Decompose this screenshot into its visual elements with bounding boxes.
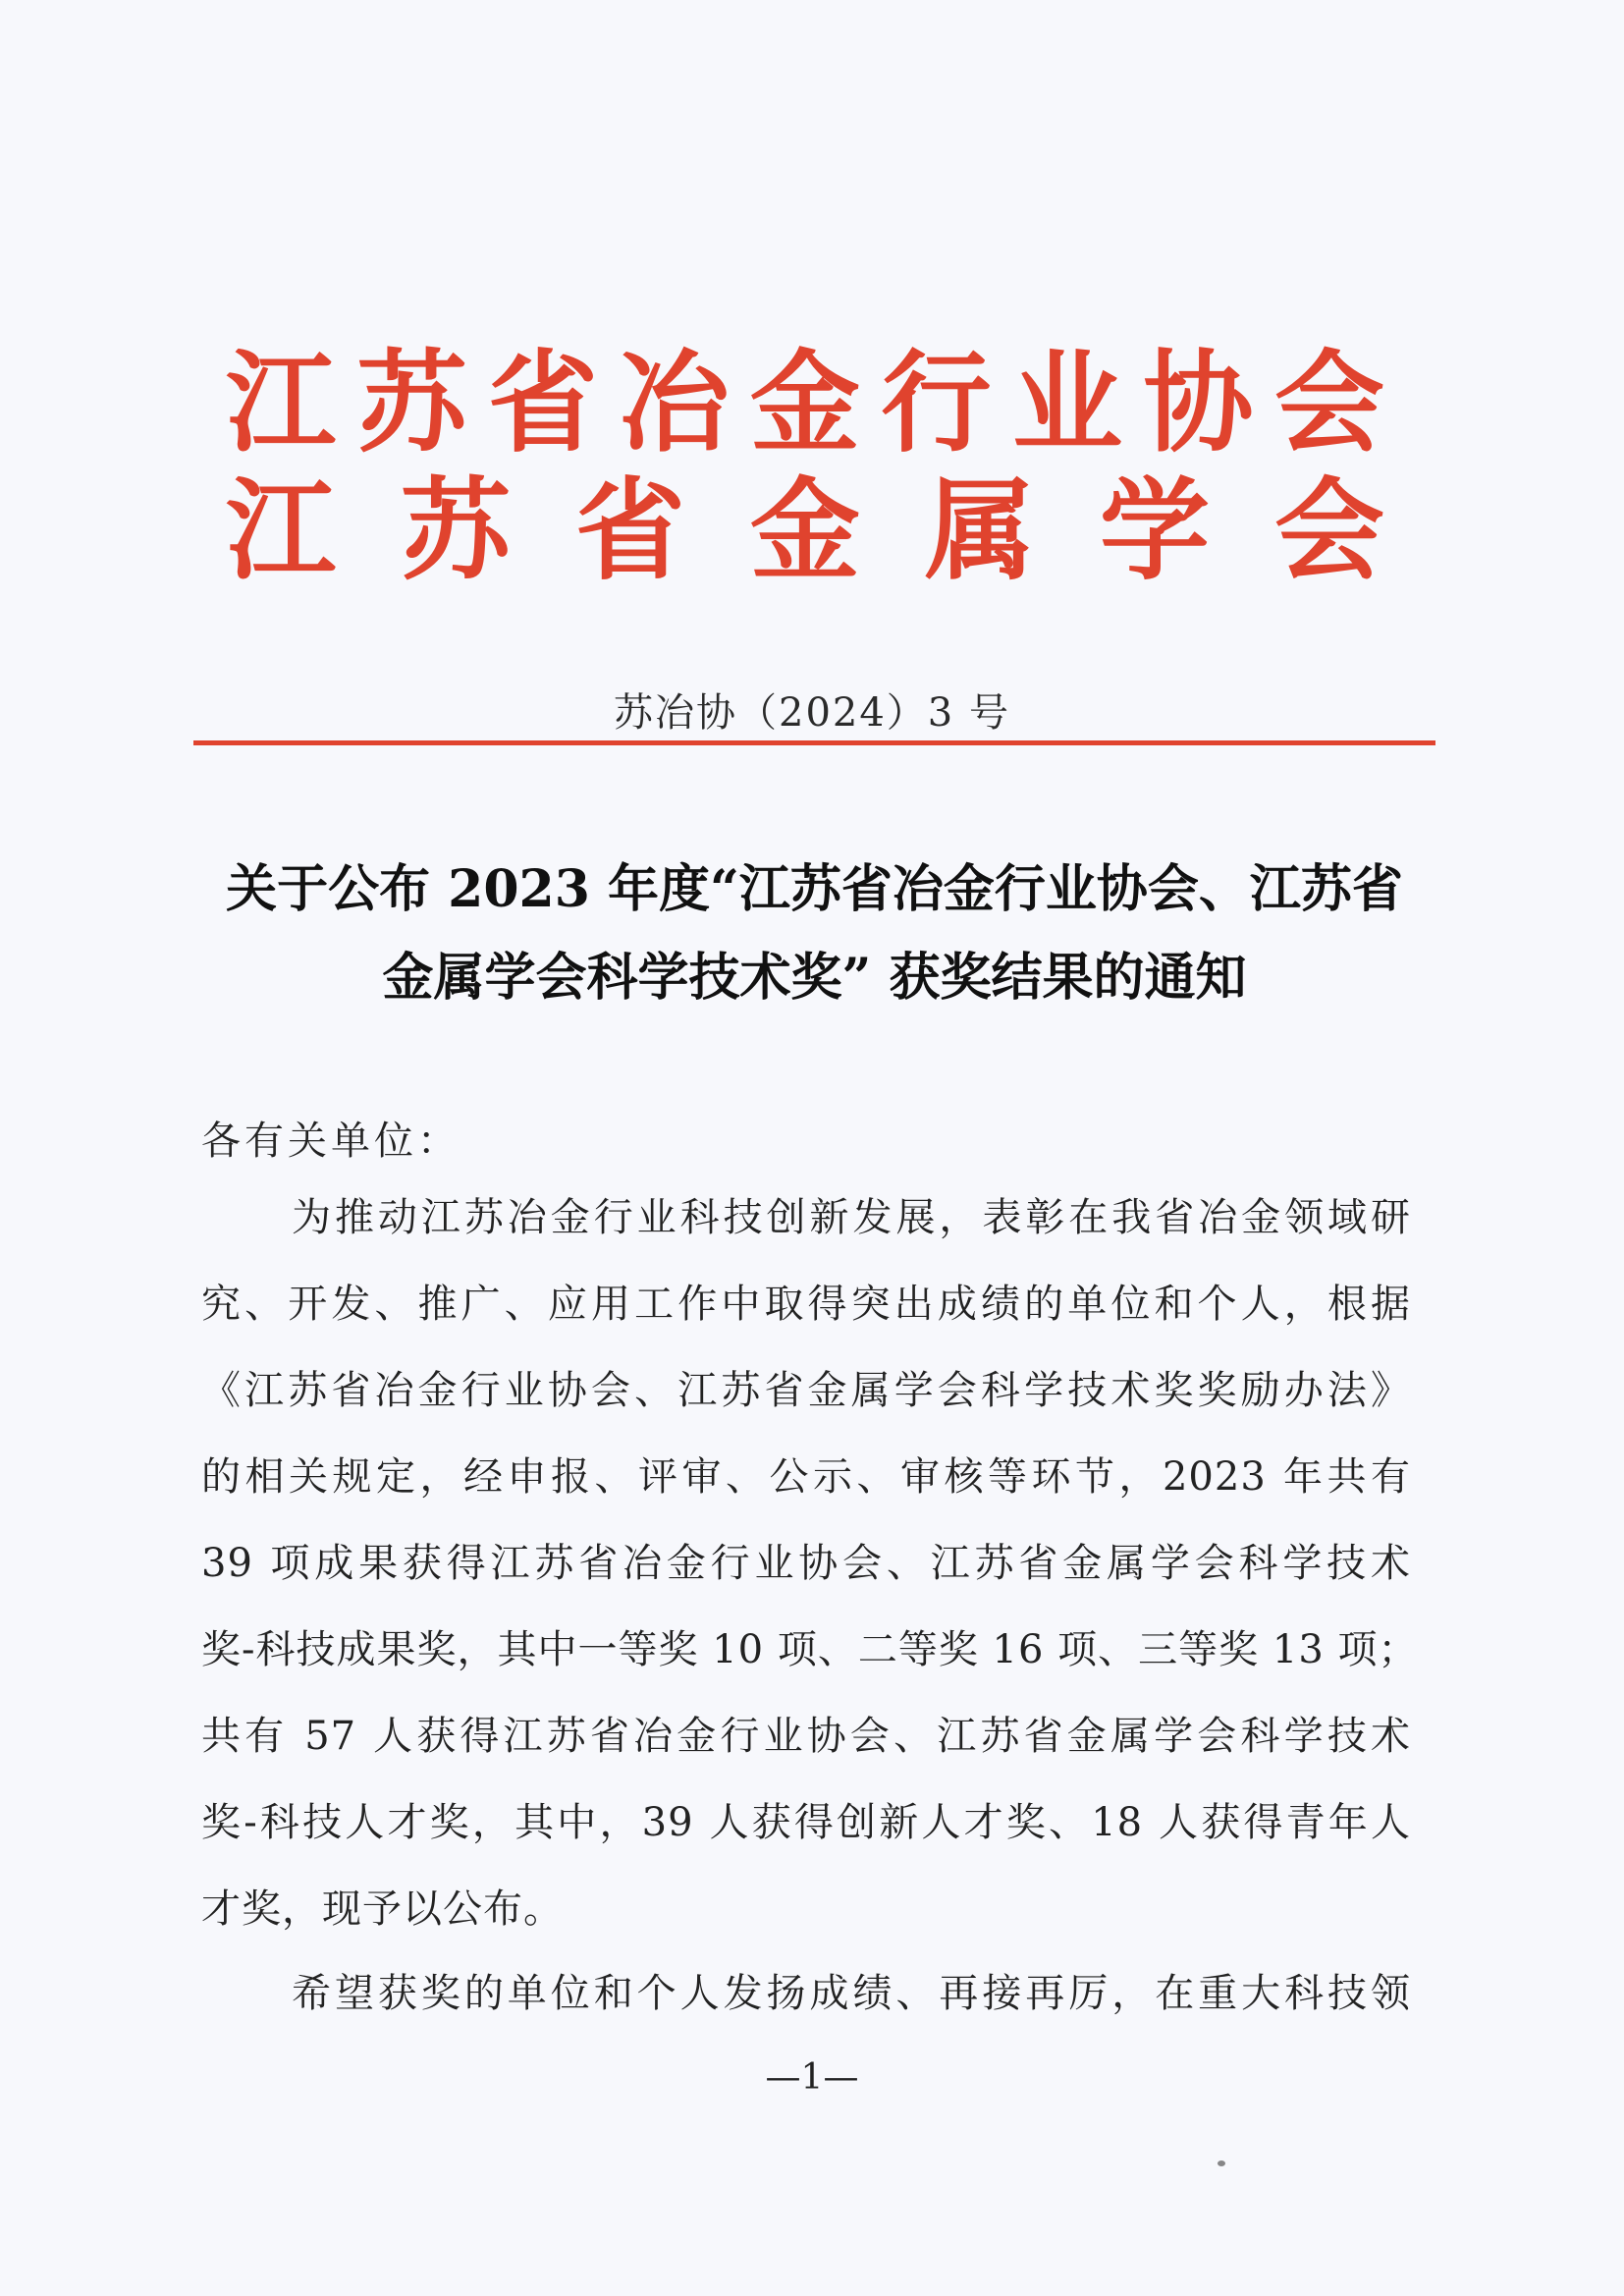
org-char: 金: [750, 466, 860, 595]
issuing-org-line-1: [226, 339, 1384, 467]
paragraph-line: 希望获奖的单位和个人发扬成绩、再接再厉，在重大科技领: [292, 1971, 1411, 2016]
paragraph-line: 的相关规定，经申报、评审、公示、审核等环节，2023 年共有: [201, 1454, 1411, 1500]
scan-speck: [1218, 2160, 1225, 2166]
salutation: 各有关单位：: [201, 1119, 460, 1164]
org-char: 行: [881, 339, 992, 467]
org-char: 学: [1100, 466, 1210, 595]
org-char: 业: [1012, 339, 1122, 467]
paragraph-line: 奖-科技人才奖，其中，39 人获得创新人才奖、18 人获得青年人: [201, 1800, 1411, 1845]
org-char: 省: [575, 466, 685, 595]
paragraph-line: 究、开发、推广、应用工作中取得突出成绩的单位和个人，根据: [201, 1282, 1411, 1327]
page-number: —1—: [765, 2057, 859, 2098]
org-char: 苏: [356, 339, 467, 467]
issuing-org-line-2: [226, 466, 1384, 595]
paragraph-line: 为推动江苏冶金行业科技创新发展，表彰在我省冶金领域研: [292, 1195, 1411, 1240]
org-char: 协: [1143, 339, 1254, 467]
document-number: 苏冶协（2024）3 号: [614, 690, 1010, 736]
body-paragraph-2: [201, 1950, 1411, 2037]
paragraph-line: 《江苏省冶金行业协会、江苏省金属学会科学技术奖奖励办法》: [201, 1368, 1411, 1413]
org-char: 属: [925, 466, 1035, 595]
org-char: 江: [226, 466, 336, 595]
org-char: 省: [488, 339, 598, 467]
body-paragraph-1: [201, 1175, 1419, 1952]
paragraph-line: 共有 57 人获得江苏省冶金行业协会、江苏省金属学会科学技术: [201, 1714, 1411, 1759]
org-char: 会: [1274, 339, 1384, 467]
paragraph-line: 39 项成果获得江苏省冶金行业协会、江苏省金属学会科学技术: [201, 1541, 1411, 1586]
org-char: 苏: [401, 466, 511, 595]
org-char: 会: [1274, 466, 1384, 595]
red-divider-line: [193, 740, 1435, 745]
notice-title-line-1: 关于公布 2023 年度“江苏省冶金行业协会、江苏省: [226, 859, 1403, 919]
notice-title-line-2: 金属学会科学技术奖” 获奖结果的通知: [382, 948, 1247, 1008]
org-char: 冶: [619, 339, 730, 467]
paragraph-line: 才奖，现予以公布。: [201, 1886, 564, 1932]
org-char: 江: [226, 339, 336, 467]
paragraph-line: 奖-科技成果奖，其中一等奖 10 项、二等奖 16 项、三等奖 13 项；: [201, 1627, 1419, 1672]
org-char: 金: [750, 339, 860, 467]
